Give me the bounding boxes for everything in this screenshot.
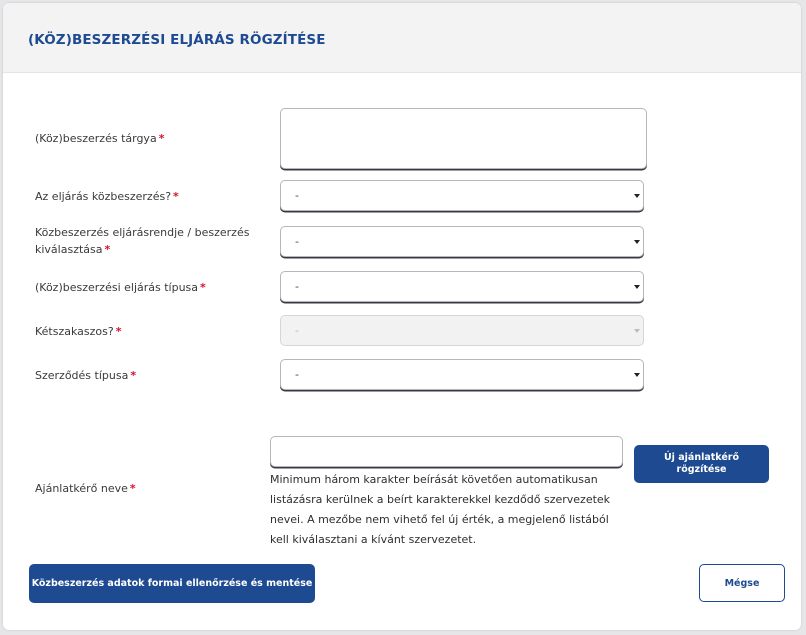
- validate-and-save-button[interactable]: Közbeszerzés adatok formai ellenőrzése és mentése: [29, 564, 315, 603]
- requester-helper-text: Minimum három karakter beírását követően automatikusan listázásra kerülnek a beírt karakterekkel kezdődő szervezetek nevei. A mezőbe nem vihető fel új érték, a megjelenő listából kell kiválasztani a kívánt szervezetet.: [270, 473, 611, 546]
- dialog-header: [3, 3, 801, 73]
- is-public-procurement-label-text: Az eljárás közbeszerzés?: [35, 190, 172, 203]
- new-requester-button[interactable]: Új ajánlatkérő rögzítése: [634, 445, 769, 483]
- select-value: -: [295, 324, 299, 337]
- caret-down-icon: [634, 329, 640, 333]
- procedure-type-label: [35, 279, 260, 296]
- contract-type-label: [35, 367, 260, 384]
- dialog-title: (KÖZ)BESZERZÉSI ELJÁRÁS RÖGZÍTÉSE: [28, 32, 326, 48]
- caret-down-icon: [634, 373, 640, 377]
- dialog: [3, 3, 801, 630]
- required-marker: *: [129, 482, 136, 495]
- procedure-regime-label: [35, 224, 260, 258]
- required-marker: *: [130, 369, 137, 382]
- required-marker: *: [200, 281, 206, 294]
- cancel-button[interactable]: Mégse: [699, 564, 785, 602]
- subject-label: [35, 130, 260, 147]
- required-marker: *: [104, 243, 111, 256]
- two-stage-label: [35, 323, 260, 340]
- caret-down-icon: [634, 194, 640, 198]
- is-public-procurement-select[interactable]: [280, 180, 644, 211]
- two-stage-label-text: Kétszakaszos?: [35, 325, 114, 338]
- requester-search-input[interactable]: [270, 436, 623, 467]
- caret-down-icon: [634, 240, 640, 244]
- contract-type-select[interactable]: [280, 359, 644, 390]
- requester-label-text: Ajánlatkérő neve: [35, 482, 128, 495]
- required-marker: *: [158, 132, 165, 145]
- select-value: -: [295, 368, 299, 381]
- two-stage-select: [280, 315, 644, 346]
- required-marker: *: [173, 190, 179, 203]
- caret-down-icon: [634, 285, 640, 289]
- requester-label: [35, 480, 260, 497]
- select-value: -: [295, 280, 299, 293]
- is-public-procurement-label: [35, 188, 260, 205]
- procedure-regime-select[interactable]: [280, 226, 644, 257]
- procedure-type-label-text: (Köz)beszerzési eljárás típusa: [35, 281, 199, 294]
- procedure-regime-label-text: Közbeszerzés eljárásrendje / beszerzés kiválasztása: [35, 226, 250, 256]
- select-value: -: [295, 189, 299, 202]
- subject-label-text: (Köz)beszerzés tárgya: [35, 132, 157, 145]
- contract-type-label-text: Szerződés típusa: [35, 369, 129, 382]
- procedure-type-select[interactable]: [280, 271, 644, 302]
- select-value: -: [295, 235, 299, 248]
- subject-input[interactable]: [280, 108, 647, 169]
- required-marker: *: [115, 325, 122, 338]
